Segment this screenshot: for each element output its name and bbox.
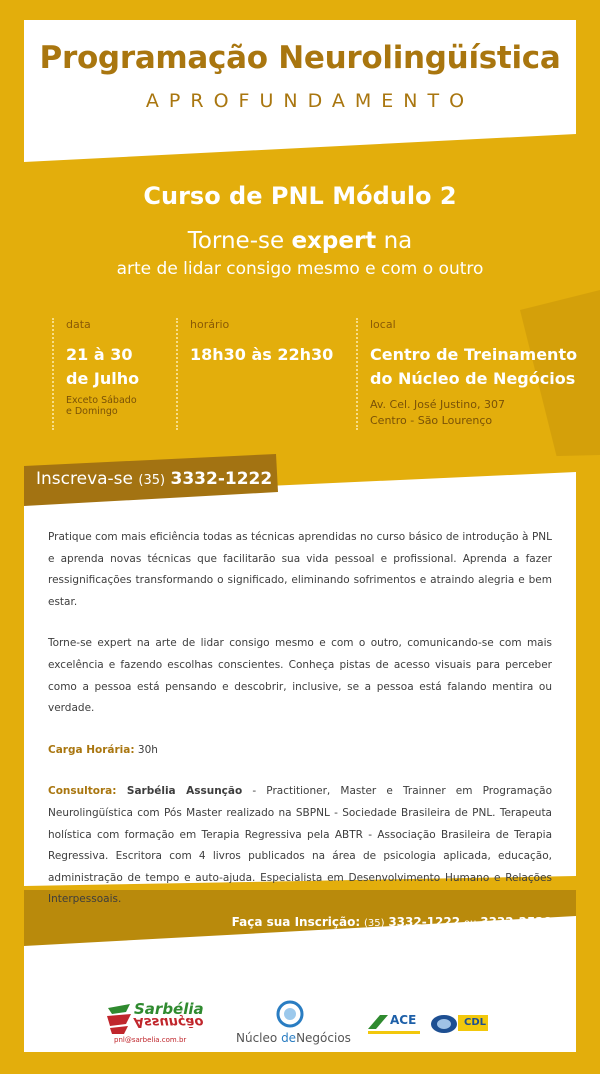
info-date xyxy=(52,318,139,430)
place-address1: Av. Cel. José Justino, 307 xyxy=(370,398,506,411)
date-note1: Exceto Sábado xyxy=(66,395,137,406)
footer-phone2: 3332-2528 xyxy=(480,915,552,929)
sarbelia-mark-icon xyxy=(104,1002,134,1036)
info-place xyxy=(356,318,577,430)
workload-value: 30h xyxy=(134,743,158,756)
nucleo-part2: de xyxy=(281,1031,297,1045)
workload xyxy=(48,740,552,762)
place-address2: Centro - São Lourenço xyxy=(370,414,493,427)
description xyxy=(48,527,552,911)
ace-logo xyxy=(366,1009,422,1039)
ace-text: ACE xyxy=(390,1013,417,1027)
place-line2: do Núcleo de Negócios xyxy=(370,369,576,388)
nucleo-text xyxy=(236,1031,351,1045)
registration-phone: 3332-1222 xyxy=(170,469,273,489)
nucleo-negocios-logo xyxy=(236,1000,356,1048)
date-line2: de Julho xyxy=(66,369,140,388)
sarbelia-name-mirror: Assunção xyxy=(134,1014,204,1029)
time-label: horário xyxy=(190,318,230,331)
place-label: local xyxy=(370,318,396,331)
footer-ddd: (35) xyxy=(363,918,385,929)
paragraph-2: Torne-se expert na arte de lidar consigo mesmo e com o outro, comunicando-se com mais excelência e fazendo escolhas conscientes. Conheça pistas de acesso visuais para perceber como a pessoa está pensando e descobrir, inclusive, se a pessoa está falando mentira ou verdade. xyxy=(48,637,552,715)
footer-label: Faça sua Inscrição: xyxy=(231,915,361,929)
tagline-bold: expert xyxy=(291,228,377,254)
consultant-label: Consultora: xyxy=(48,785,117,798)
info-time xyxy=(176,318,333,430)
tagline xyxy=(0,228,600,254)
paragraph-1: Pratique com mais eficiência todas as técnicas aprendidas no curso básico de introdução à PNL e aprenda novas técnicas que facilitarão sua vida pessoal e profissional. Aprenda a fazer ressignificações transformando o significado, eliminando sofrimentos e atraindo alegria e bem estar. xyxy=(48,531,552,608)
time-value: 18h30 às 22h30 xyxy=(190,345,334,364)
sarbelia-email: pnl@sarbelia.com.br xyxy=(114,1036,187,1044)
cdl-logo xyxy=(428,1009,490,1039)
registration-banner xyxy=(36,469,272,489)
nucleo-part1: Núcleo xyxy=(236,1031,282,1045)
consultant xyxy=(48,781,552,911)
date-note2: e Domingo xyxy=(66,406,118,417)
page-subtitle: APROFUNDAMENTO xyxy=(145,90,475,112)
tagline-subline: arte de lidar consigo mesmo e com o outro xyxy=(116,259,484,279)
date-label: data xyxy=(66,318,91,331)
date-line1: 21 à 30 xyxy=(66,345,133,364)
consultant-bio: - Practitioner, Master e Trainner em Programação Neurolingüística com Pós Master realizado na SBPNL - Sociedade Brasileira de PNL. Terapeuta holística com formação em Terapia Regressiva pela ABTR - Associação Brasileira de Terapia Regressiva. Escritora com 4 livros publicados na área de psicologia aplicada, educação, administração de tempo e auto-ajuda. Especialista em Desenvolvimento Humano e Relações Interpessoais. xyxy=(48,785,552,906)
tagline-pre: Torne-se xyxy=(187,228,292,254)
registration-ddd: (35) xyxy=(138,473,166,488)
cdl-text: CDL xyxy=(464,1017,487,1028)
workload-label: Carga Horária: xyxy=(48,743,135,756)
footer-or: ou xyxy=(463,918,477,929)
nucleo-part3: Negócios xyxy=(296,1031,351,1045)
page-title: Programação Neurolingüística xyxy=(39,40,561,76)
footer-phone1: 3332-1222 xyxy=(388,915,461,929)
place-line1: Centro de Treinamento xyxy=(370,345,578,364)
nucleo-circle-icon xyxy=(276,1000,304,1028)
course-title: Curso de PNL Módulo 2 xyxy=(143,182,457,210)
registration-label: Inscreva-se xyxy=(36,469,133,489)
tagline-post: na xyxy=(376,228,413,254)
footer-registration xyxy=(232,915,552,929)
sarbelia-name: Sarbélia xyxy=(134,1000,204,1018)
sarbelia-logo xyxy=(104,1000,214,1050)
consultant-name: Sarbélia Assunção xyxy=(116,785,243,798)
